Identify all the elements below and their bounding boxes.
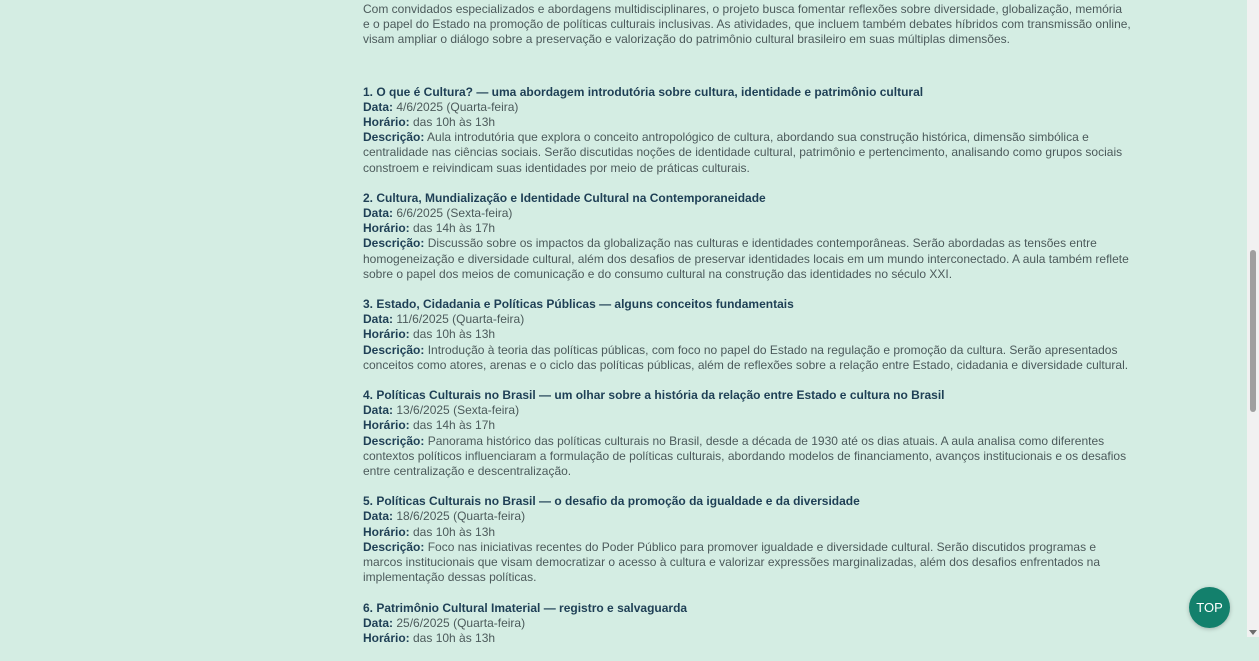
lesson-list	[363, 85, 1131, 647]
lesson-date	[363, 312, 1131, 327]
lesson-time-value: das 10h às 13h	[409, 630, 496, 645]
lesson-title: 2. Cultura, Mundialização e Identidade Cultural na Contemporaneidade	[363, 190, 766, 205]
lesson-date-value: 13/6/2025 (Sexta-feira)	[393, 403, 520, 418]
lesson-description-value: Panorama histórico das políticas culturais no Brasil, desde a década de 1930 até os dias atuais. A aula analisa como diferentes contextos políticos influenciaram a formulação de políticas culturais, abordando modelos de financiamento, avanços institucionais e os desafios entre centralização e descentralização.	[363, 433, 1127, 479]
lesson-time	[363, 525, 1131, 540]
lesson-date	[363, 206, 1131, 221]
lesson-date-label: Data:	[363, 99, 394, 114]
lesson-item	[363, 388, 1131, 479]
lesson-time-value: das 14h às 17h	[409, 221, 496, 236]
lesson-time	[363, 631, 1131, 646]
lesson-date	[363, 509, 1131, 524]
lesson-time-value: das 10h às 13h	[409, 327, 496, 342]
lesson-description-label: Descrição:	[363, 433, 425, 448]
lesson-description	[363, 236, 1131, 282]
lesson-date-label: Data:	[363, 509, 394, 524]
lesson-time-label: Horário:	[363, 115, 410, 130]
lesson-title: 1. O que é Cultura? — uma abordagem introdutória sobre cultura, identidade e patrimônio cultural	[363, 84, 924, 99]
back-to-top-button[interactable]: TOP	[1189, 587, 1230, 628]
lesson-description-label: Descrição:	[363, 130, 425, 145]
lesson-time-label: Horário:	[363, 418, 410, 433]
lesson-date-label: Data:	[363, 312, 394, 327]
lesson-description-value: Aula introdutória que explora o conceito antropológico de cultura, abordando sua construção histórica, dimensão simbólica e centralidade nas ciências sociais. Serão discutidas noções de identidade cultural, patrimônio e pertencimento, analisando como grupos sociais constroem e reivindicam suas identidades por meio de práticas culturais.	[363, 130, 1123, 175]
lesson-description-value: Discussão sobre os impactos da globalização nas culturas e identidades contemporâneas. Serão abordadas as tensões entre homogeneização e diversidade cultural, além dos desafios de preservar identidades locais em um mundo interconectado. A aula também reflete sobre o papel dos meios de comunicação e do consumo cultural na construção das identidades no século XXI.	[363, 236, 1129, 281]
lesson-time	[363, 418, 1131, 433]
lesson-description-label: Descrição:	[363, 539, 425, 554]
lesson-time-value: das 14h às 17h	[409, 418, 496, 433]
lesson-item	[363, 601, 1131, 647]
lesson-date-label: Data:	[363, 403, 394, 418]
lesson-date-value: 18/6/2025 (Quarta-feira)	[393, 509, 526, 524]
lesson-time-value: das 10h às 13h	[409, 524, 496, 539]
lesson-description	[363, 540, 1131, 586]
lesson-date-label: Data:	[363, 206, 394, 221]
lesson-date-value: 4/6/2025 (Quarta-feira)	[393, 99, 519, 114]
lesson-date	[363, 403, 1131, 418]
lesson-time-label: Horário:	[363, 327, 410, 342]
lesson-description-label: Descrição:	[363, 236, 425, 251]
lesson-title: 4. Políticas Culturais no Brasil — um olhar sobre a história da relação entre Estado e cultura no Brasil	[363, 388, 945, 403]
lesson-time	[363, 115, 1131, 130]
lesson-date-value: 6/6/2025 (Sexta-feira)	[393, 206, 513, 221]
vertical-scrollbar[interactable]	[1247, 0, 1259, 637]
lesson-item	[363, 191, 1131, 282]
lesson-item	[363, 494, 1131, 585]
lesson-time	[363, 221, 1131, 236]
lesson-time	[363, 327, 1131, 342]
lesson-time-value: das 10h às 13h	[409, 115, 496, 130]
lesson-description	[363, 130, 1131, 176]
lesson-item	[363, 297, 1131, 373]
lesson-item	[363, 85, 1131, 176]
intro-paragraph: Com convidados especializados e abordagens multidisciplinares, o projeto busca fomentar reflexões sobre diversidade, globalização, memória e o papel do Estado na promoção de políticas culturais inclusivas. As atividades, que incluem também debates híbridos com transmissão online, visam ampliar o diálogo sobre a preservação e valorização do patrimônio cultural brasileiro em suas múltiplas dimensões.	[363, 2, 1131, 47]
lesson-date-label: Data:	[363, 615, 394, 630]
lesson-description-label: Descrição:	[363, 342, 425, 357]
article-content	[363, 2, 1131, 661]
lesson-time-label: Horário:	[363, 630, 410, 645]
lesson-title: 5. Políticas Culturais no Brasil — o desafio da promoção da igualdade e da diversidade	[363, 494, 860, 509]
lesson-title: 3. Estado, Cidadania e Políticas Públicas — alguns conceitos fundamentais	[363, 297, 794, 312]
lesson-date-value: 11/6/2025 (Quarta-feira)	[393, 312, 525, 327]
lesson-title: 6. Patrimônio Cultural Imaterial — registro e salvaguarda	[363, 600, 688, 615]
lesson-description	[363, 434, 1131, 480]
scrollbar-thumb[interactable]	[1250, 250, 1256, 412]
lesson-date	[363, 100, 1131, 115]
lesson-description-value: Foco nas iniciativas recentes do Poder Público para promover igualdade e diversidade cultural. Serão discutidos programas e marcos institucionais que visam democratizar o acesso à cultura e valorizar expressões marginalizadas, além dos desafios enfrentados na implementação dessas políticas.	[363, 539, 1101, 585]
scroll-down-arrow-icon[interactable]	[1249, 630, 1257, 635]
lesson-time-label: Horário:	[363, 221, 410, 236]
lesson-description	[363, 343, 1131, 373]
lesson-description-value: Introdução à teoria das políticas públicas, com foco no papel do Estado na regulação e promoção da cultura. Serão apresentados conceitos como atores, arenas e o ciclo das políticas públicas, além de reflexões sobre a relação entre Estado, cidadania e diversidade cultural.	[363, 342, 1129, 372]
lesson-date	[363, 616, 1131, 631]
lesson-time-label: Horário:	[363, 524, 410, 539]
lesson-date-value: 25/6/2025 (Quarta-feira)	[393, 615, 526, 630]
